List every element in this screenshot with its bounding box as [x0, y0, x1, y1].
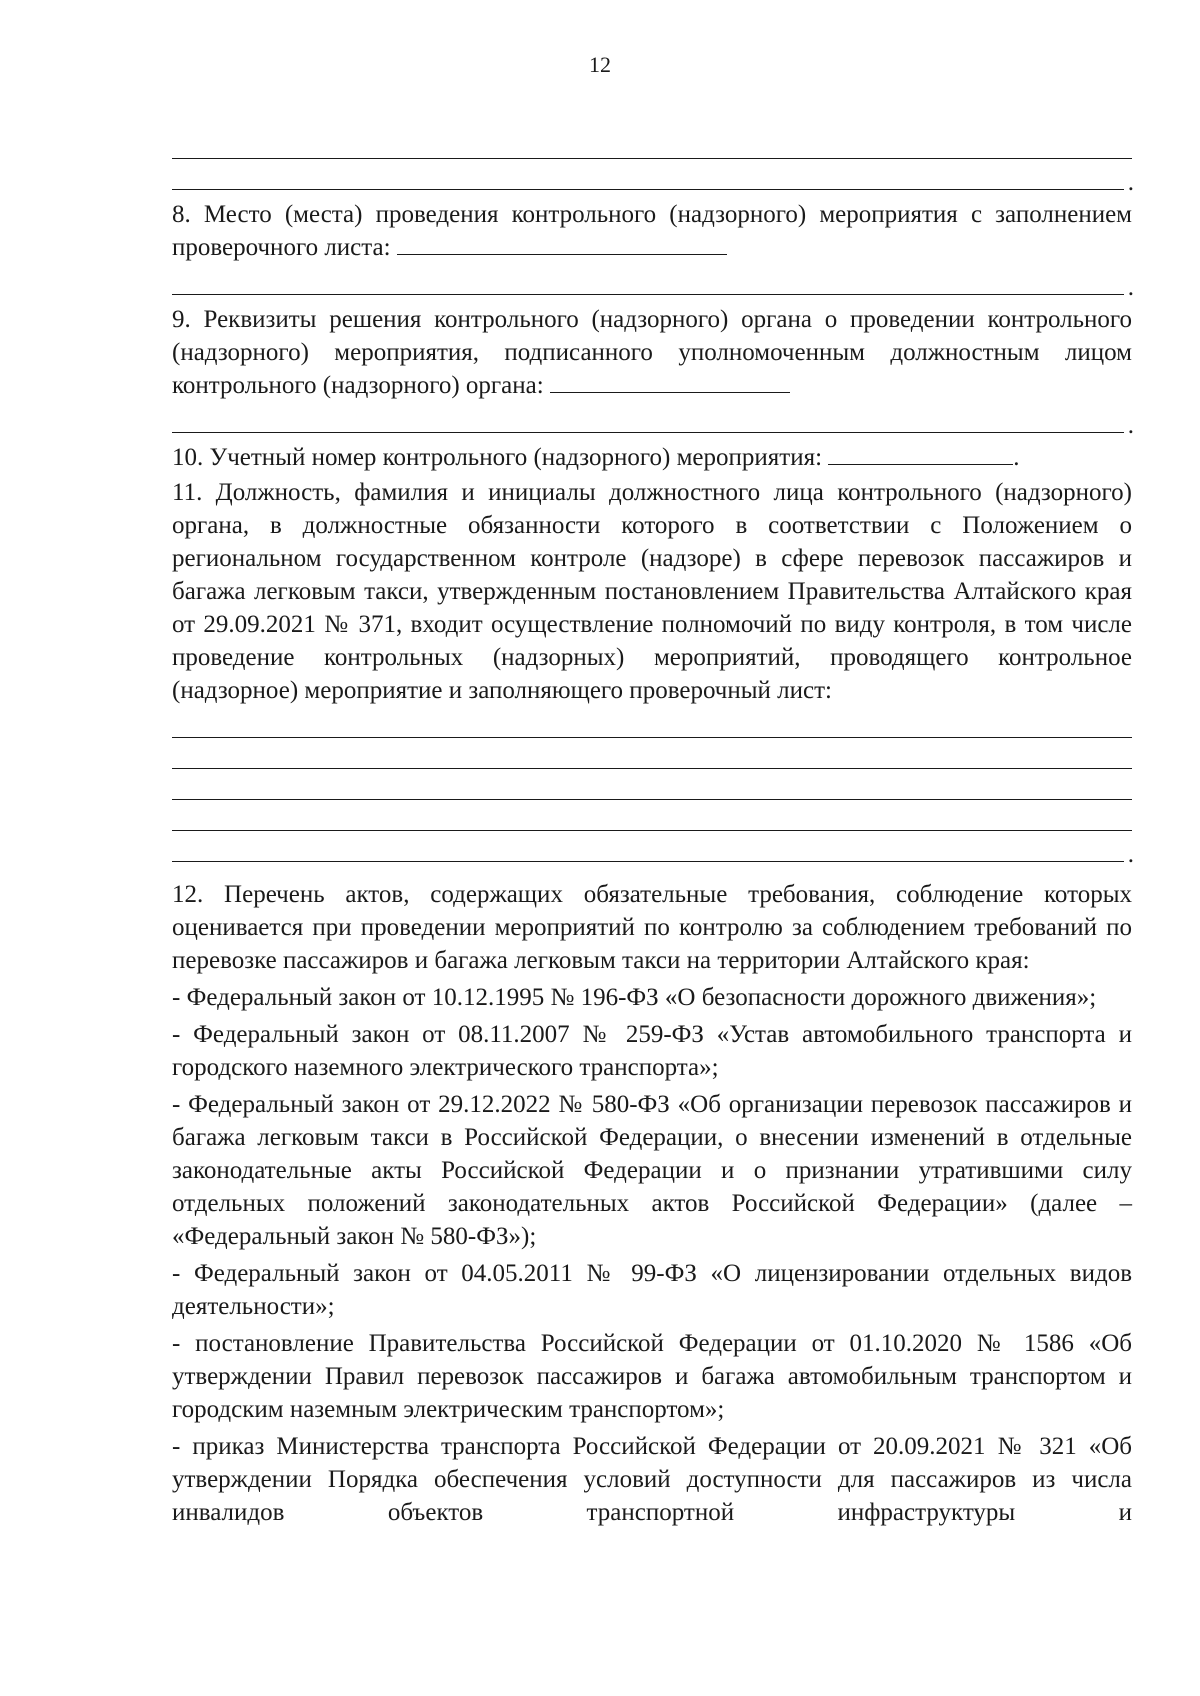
- blank-line: [172, 831, 1124, 862]
- act-list-item: - Федеральный закон от 08.11.2007 № 259-ФЗ «Устав автомобильного транспорта и городского наземного электрического транспорта»;: [172, 1021, 1132, 1081]
- blank-line: [172, 402, 1124, 433]
- page-number: 12: [589, 52, 611, 77]
- document-body: [172, 128, 1132, 1529]
- fill-blank: [828, 442, 1013, 465]
- blank-line: [172, 159, 1124, 190]
- blank-line: [172, 264, 1124, 295]
- fill-blank: [550, 370, 790, 393]
- item-11-official: 11. Должность, фамилия и инициалы должностного лица контрольного (надзорного) органа, в должностные обязанности которого в соответствии с Положением о региональном государственном контроле (надзоре) в сфере перевозок пассажиров и багажа легковым такси, утвержденным постановлением Правительства Алтайского края от 29.09.2021 № 371, входит осуществление полномочий по виду контроля, в том числе проведение контрольных (надзорных) мероприятий, проводящего контрольное (надзорное) мероприятие и заполняющего проверочный лист:: [172, 479, 1132, 704]
- act-list-item: - Федеральный закон от 29.12.2022 № 580-ФЗ «Об организации перевозок пассажиров и багажа легковым такси в Российской Федерации, о внесении изменений в отдельные законодательные акты Российской Федерации и о признании утратившими силу отдельных положений законодательных актов Российской Федерации» (далее – «Федеральный закон № 580-ФЗ»);: [172, 1091, 1132, 1250]
- act-list-item: - Федеральный закон от 04.05.2011 № 99-ФЗ «О лицензировании отдельных видов деятельности»;: [172, 1260, 1132, 1320]
- blank-line: [172, 738, 1132, 769]
- fill-blank: [397, 232, 727, 255]
- blank-line: [172, 769, 1132, 800]
- act-list-item: - приказ Министерства транспорта Российской Федерации от 20.09.2021 № 321 «Об утверждении Порядка обеспечения условий доступности для пассажиров из числа инвалидов объектов транспортной инфраструктуры и: [172, 1433, 1132, 1526]
- act-list-item: - Федеральный закон от 10.12.1995 № 196-ФЗ «О безопасности дорожного движения»;: [172, 984, 1097, 1011]
- item-9-decision-details: 9. Реквизиты решения контрольного (надзорного) органа о проведении контрольного (надзорного) мероприятия, подписанного уполномоченным должностным лицом контрольного (надзорного) органа:: [172, 306, 1132, 399]
- item-8-place: 8. Место (места) проведения контрольного (надзорного) мероприятия с заполнением проверочного листа:: [172, 201, 1132, 261]
- blank-line: [172, 128, 1132, 159]
- blank-line: [172, 707, 1132, 738]
- item-10-registration-number: 10. Учетный номер контрольного (надзорного) мероприятия: .: [172, 444, 1020, 471]
- act-list-item: - постановление Правительства Российской Федерации от 01.10.2020 № 1586 «Об утверждении Правил перевозок пассажиров и багажа автомобильным транспортом и городским наземным электрическим транспортом»;: [172, 1330, 1132, 1423]
- item-12-acts-intro: 12. Перечень актов, содержащих обязательные требования, соблюдение которых оценивается при проведении мероприятий по контролю за соблюдением требований по перевозке пассажиров и багажа легковым такси на территории Алтайского края:: [172, 881, 1132, 974]
- blank-line: [172, 800, 1132, 831]
